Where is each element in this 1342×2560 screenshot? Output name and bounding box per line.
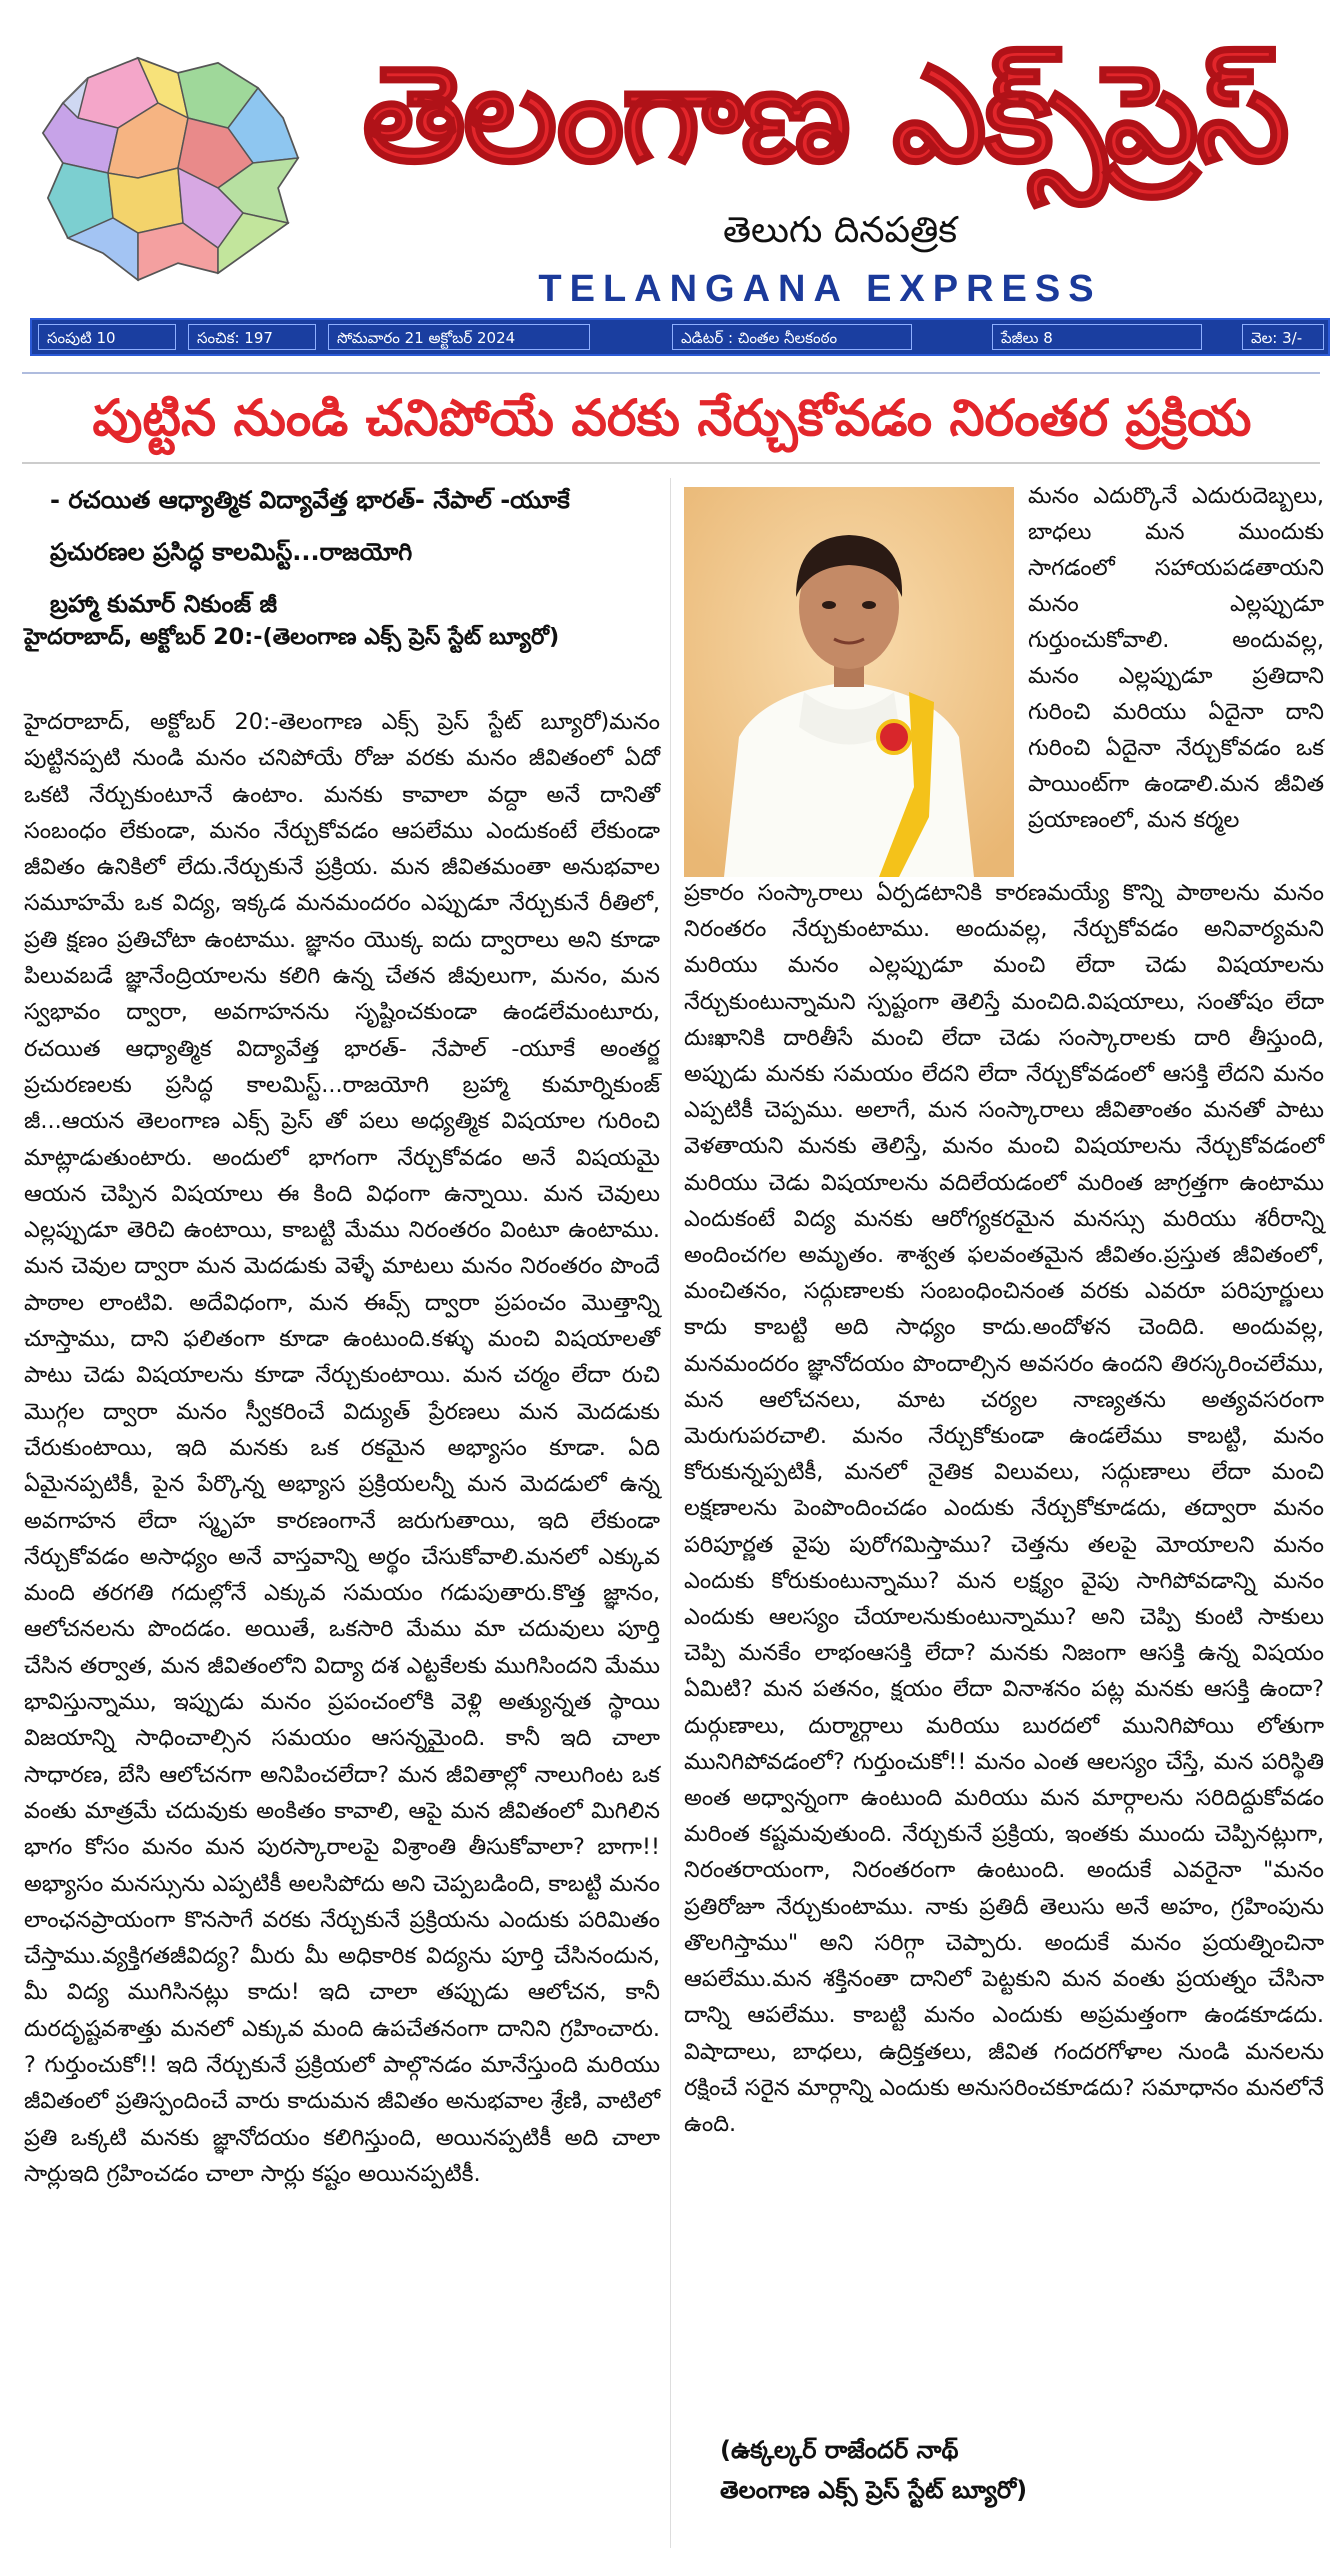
masthead-title-english: TELANGANA EXPRESS <box>538 268 1102 310</box>
byline <box>720 2430 1320 2510</box>
volume-label: సంపుటి 10 <box>38 324 176 350</box>
byline-name: (ఉక్కల్కర్ రాజేందర్ నాథ్ <box>720 2436 959 2464</box>
price-label: వెల: 3/- <box>1242 324 1324 350</box>
editor-label: ఎడిటర్ : చింతల నీలకంఠం <box>672 324 912 350</box>
header-divider <box>22 372 1320 374</box>
lede-line-3: బ్రహ్మా కుమార్ నికుంజ్ జీ <box>50 590 278 618</box>
masthead-title: తెలంగాణ ఎక్స్‌ప్రెస్ <box>362 38 1288 192</box>
lede-line-2: ప్రచురణల ప్రసిద్ధ కాలమిస్ట్...రాజయోగి <box>50 538 413 566</box>
masthead <box>0 0 1342 360</box>
article-body-left: హైదరాబాద్, అక్టోబర్ 20:-తెలంగాణ ఎక్స్ ప్రెస్ స్టేట్ బ్యూరో)మనం పుట్టినప్పటి నుండి మనం చనిపోయే రోజు వరకు మనం జీవితంలో ఏదో ఒకటి నేర్చుకుంటూనే ఉంటాం. మనకు కావాలా వద్దా అనే దానితో సంబంధం లేకుండా, మనం నేర్చుకోవడం ఆపలేము ఎందుకంటే లేకుండా జీవితం ఉనికిలో లేదు.నేర్చుకునే ప్రక్రియ. మన జీవితమంతా అనుభవాల సమూహమే ఒక విద్య, ఇక్కడ మనమందరం ఎప్పుడూ నేర్చుకునే రీతిలో, ప్రతి క్షణం ప్రతిచోటా ఉంటాము. జ్ఞానం యొక్క ఐదు ద్వారాలు అని కూడా పిలువబడే జ్ఞానేంద్రియాలను కలిగి ఉన్న చేతన జీవులుగా, మనం, మన స్వభావం ద్వారా, అవగాహనను సృష్టించకుండా ఉండలేమంటూరు, రచయిత ఆధ్యాత్మిక విద్యావేత్త భారత్- నేపాల్ -యూకే అంతర్జ ప్రచురణలకు ప్రసిద్ధ కాలమిస్ట్...రాజయోగి బ్రహ్మా కుమార్నికుంజ్ జీ...ఆయన తెలంగాణ ఎక్స్ ప్రెస్ తో పలు అధ్యత్మిక విషయాల గురించి మాట్లాడుతుంటారు. అందులో భాగంగా నేర్చుకోవడం అనే విషయమై ఆయన చెప్పిన విషయాలు ఈ కింది విధంగా ఉన్నాయి. మన చెవులు ఎల్లప్పుడూ తెరిచి ఉంటాయి, కాబట్టి మేము నిరంతరం వింటూ ఉంటాము. మన చెవుల ద్వారా మన మెదడుకు వెళ్ళే మాటలు మనం నిరంతరం పొందే పాఠాల లాంటివి. అదేవిధంగా, మన ఈవ్స్ ద్వారా ప్రపంచం మొత్తాన్ని చూస్తాము, దాని ఫలితంగా కూడా ఉంటుంది.కళ్ళు మంచి విషయాలతో పాటు చెడు విషయాలను కూడా నేర్చుకుంటాయి. మన చర్మం లేదా రుచి మొగ్గల ద్వారా మనం స్వీకరించే విద్యుత్ ప్రేరణలు మన మెదడుకు చేరుకుంటాయి, ఇది మనకు ఒక రకమైన అభ్యాసం కూడా. ఏది ఏమైనప్పటికీ, పైన పేర్కొన్న అభ్యాస ప్రక్రియలన్నీ మన మెదడులో ఉన్న అవగాహన లేదా స్మృహ కారణంగానే జరుగుతాయి, ఇది లేకుండా నేర్చుకోవడం అసాధ్యం అనే వాస్తవాన్ని అర్థం చేసుకోవాలి.మనలో ఎక్కువ మంది తరగతి గదుల్లోనే ఎక్కువ సమయం గడుపుతారు.కొత్త జ్ఞానం, ఆలోచనలను పొందడం. అయితే, ఒకసారి మేము మా చదువులు పూర్తి చేసిన తర్వాత, మన జీవితంలోని విద్యా దశ ఎట్టకేలకు ముగిసిందని మేము భావిస్తున్నాము, ఇప్పుడు మనం ప్రపంచంలోకి వెళ్లి అత్యున్నత స్థాయి విజయాన్ని సాధించాల్సిన సమయం ఆసన్నమైంది. కానీ ఇది చాలా సాధారణ, బేసి ఆలోచనగా అనిపించలేదా? మన జీవితాల్లో నాలుగింట ఒక వంతు మాత్రమే చదువుకు అంకితం కావాలి, ఆపై మన జీవితంలో మిగిలిన భాగం కోసం మనం మన పురస్కారాలపై విశ్రాంతి తీసుకోవాలా? బాగా!! అభ్యాసం మనస్సును ఎప్పటికీ అలసిపోదు అని చెప్పబడింది, కాబట్టి మనం లాంఛనప్రాయంగా కొనసాగే వరకు నేర్చుకునే ప్రక్రియను ఎందుకు పరిమితం చేస్తాము.వ్యక్తిగతజీవిద్య? మీరు మీ అధికారిక విద్యను పూర్తి చేసినందున, మీ విద్య ముగిసినట్లు కాదు! ఇది చాలా తప్పుడు ఆలోచన, కానీ దురదృష్టవశాత్తు మనలో ఎక్కువ మంది ఉపచేతనంగా దానిని గ్రహించారు. ? గుర్తుంచుకో!! ఇది నేర్చుకునే ప్రక్రియలో పాల్గొనడం మానేస్తుంది మరియు జీవితంలో ప్రతిస్పందించే వారు కాదుమన జీవితం అనుభవాల శ్రేణి, వాటిలో ప్రతి ఒక్కటి మనకు జ్ఞానోదయం కలిగిస్తుంది, అయినప్పటికీ అది చాలా సార్లుఇది గ్రహించడం చాలా సార్లు కష్టం అయినప్పటికీ. <box>24 709 660 2187</box>
pages-label: పేజీలు 8 <box>992 324 1202 350</box>
byline-org: తెలంగాణ ఎక్స్ ప్రెస్ స్టేట్ బ్యూరో) <box>720 2476 1028 2504</box>
article-body-right: ప్రకారం సంస్కారాలు ఏర్పడటానికి కారణమయ్యే కొన్ని పాఠాలను మనం నిరంతరం నేర్చుకుంటాము. అందువల్ల, నేర్చుకోవడం అనివార్యమని మరియు మనం ఎల్లప్పుడూ మంచి లేదా చెడు విషయాలను నేర్చుకుంటున్నామని స్పష్టంగా తెలిస్తే మంచిది.విషయాలు, సంతోషం లేదా దుఃఖానికి దారితీసే మంచి లేదా చెడు సంస్కారాలకు దారి తీస్తుంది, అప్పుడు మనకు సమయం లేదని లేదా నేర్చుకోవడంలో ఆసక్తి లేదని మనం ఎప్పటికీ చెప్పము. అలాగే, మన సంస్కారాలు జీవితాంతం మనతో పాటు వెళతాయని మనకు తెలిస్తే, మనం మంచి విషయాలను నేర్చుకోవడంలో మరియు చెడు విషయాలను వదిలేయడంలో మరింత జాగ్రత్తగా ఉంటాము ఎందుకంటే విద్య మనకు ఆరోగ్యకరమైన మనస్సు మరియు శరీరాన్ని అందించగల అమృతం. శాశ్వత ఫలవంతమైన జీవితం.ప్రస్తుత జీవితంలో, మంచితనం, సద్గుణాలకు సంబంధించినంత వరకు ఎవరూ పరిపూర్ణులు కాదు కాబట్టి అది సాధ్యం కాదు.అందోళన చెందిది. అందువల్ల, మనమందరం జ్ఞానోదయం పొందాల్సిన అవసరం ఉందని తిరస్కరించలేము, మన ఆలోచనలు, మాట చర్యల నాణ్యతను అత్యవసరంగా మెరుగుపరచాలి. మనం నేర్చుకోకుండా ఉండలేము కాబట్టి, మనం కోరుకున్నప్పటికీ, మనలో నైతిక విలువలు, సద్గుణాలు లేదా మంచి లక్షణాలను పెంపొందించడం ఎందుకు నేర్చుకోకూడదు, తద్వారా మనం పరిపూర్ణత వైపు పురోగమిస్తాము? చెత్తను తలపై మోయాలని మనం ఎందుకు కోరుకుంటున్నాము? మన లక్ష్యం వైపు సాగిపోవడాన్ని మనం ఎందుకు ఆలస్యం చేయాలనుకుంటున్నాము? అని చెప్పి కుంటి సాకులు చెప్పి మనకేం లాభంఆసక్తి లేదా? మనకు నిజంగా ఆసక్తి ఉన్న విషయం ఏమిటి? మన పతనం, క్షయం లేదా వినాశనం పట్ల మనకు ఆసక్తి ఉందా? దుర్గుణాలు, దుర్మార్గాలు మరియు బురదలో మునిగిపోయి లోతుగా మునిగిపోవడంలో? గుర్తుంచుకో!! మనం ఎంత ఆలస్యం చేస్తే, మన పరిస్థితి అంత అధ్వాన్నంగా ఉంటుంది మరియు మన మార్గాలను సరిదిద్దుకోవడం మరింత కష్టమవుతుంది. నేర్చుకునే ప్రక్రియ, ఇంతకు ముందు చెప్పినట్లుగా, నిరంతరాయంగా, నిరంతరంగా ఉంటుంది. అందుకే ఎవరైనా "మనం ప్రతిరోజూ నేర్చుకుంటాము. నాకు ప్రతిదీ తెలుసు అనే అహం, గ్రహింపును తొలగిస్తాము" అని సరిగ్గా చెప్పారు. అందుకే మనం ప్రయత్నించినా ఆపలేము.మన శక్తినంతా దానిలో పెట్టకుని మన వంతు ప్రయత్నం చేసినా దాన్ని ఆపలేము. కాబట్టి మనం ఎందుకు అప్రమత్తంగా ఉండకూడదు. విషాదాలు, బాధలు, ఉద్రిక్తతలు, జీవిత గందరగోళాల నుండి మనలను రక్షించే సరైన మార్గాన్ని ఎందుకు అనుసరించకూడదు? సమాధానం మనలోనే ఉంది. <box>684 880 1324 2137</box>
masthead-subtitle: తెలుగు దినపత్రిక <box>722 210 958 251</box>
article-body-right-top: మనం ఎదుర్కొనే ఎదురుదెబ్బలు, బాధలు మన ముందుకు సాగడంలో సహాయపడతాయని మనం ఎల్లప్పుడూ గుర్తుంచుకోవాలి. అందువల్ల, మనం ఎల్లప్పుడూ ప్రతిదాని గురించి మరియు ఏదైనా దాని గురించి ఏదైనా నేర్చుకోవడం ఒక పాయింట్‌గా ఉండాలి.మన జీవిత ప్రయాణంలో, మన కర్మల <box>1028 483 1324 833</box>
headline-divider <box>22 462 1320 464</box>
date-label: సోమవారం 21 అక్టోబర్ 2024 <box>328 324 590 350</box>
author-photo <box>684 487 1014 877</box>
article-headline: పుట్టిన నుండి చనిపోయే వరకు నేర్చుకోవడం నిరంతర ప్రక్రియ <box>92 389 1252 447</box>
info-bar <box>30 318 1330 356</box>
dateline: హైదరాబాద్, అక్టోబర్ 20:-(తెలంగాణ ఎక్స్ ప్రెస్ స్టేట్ బ్యూరో) <box>24 624 560 650</box>
telangana-map-icon <box>28 48 318 288</box>
lede-line-1: - రచయిత ఆధ్యాత్మిక విద్యావేత్త భారత్- నేపాల్ -యూకే <box>50 486 570 514</box>
column-rule <box>670 478 671 2548</box>
issue-label: సంచిక: 197 <box>188 324 316 350</box>
